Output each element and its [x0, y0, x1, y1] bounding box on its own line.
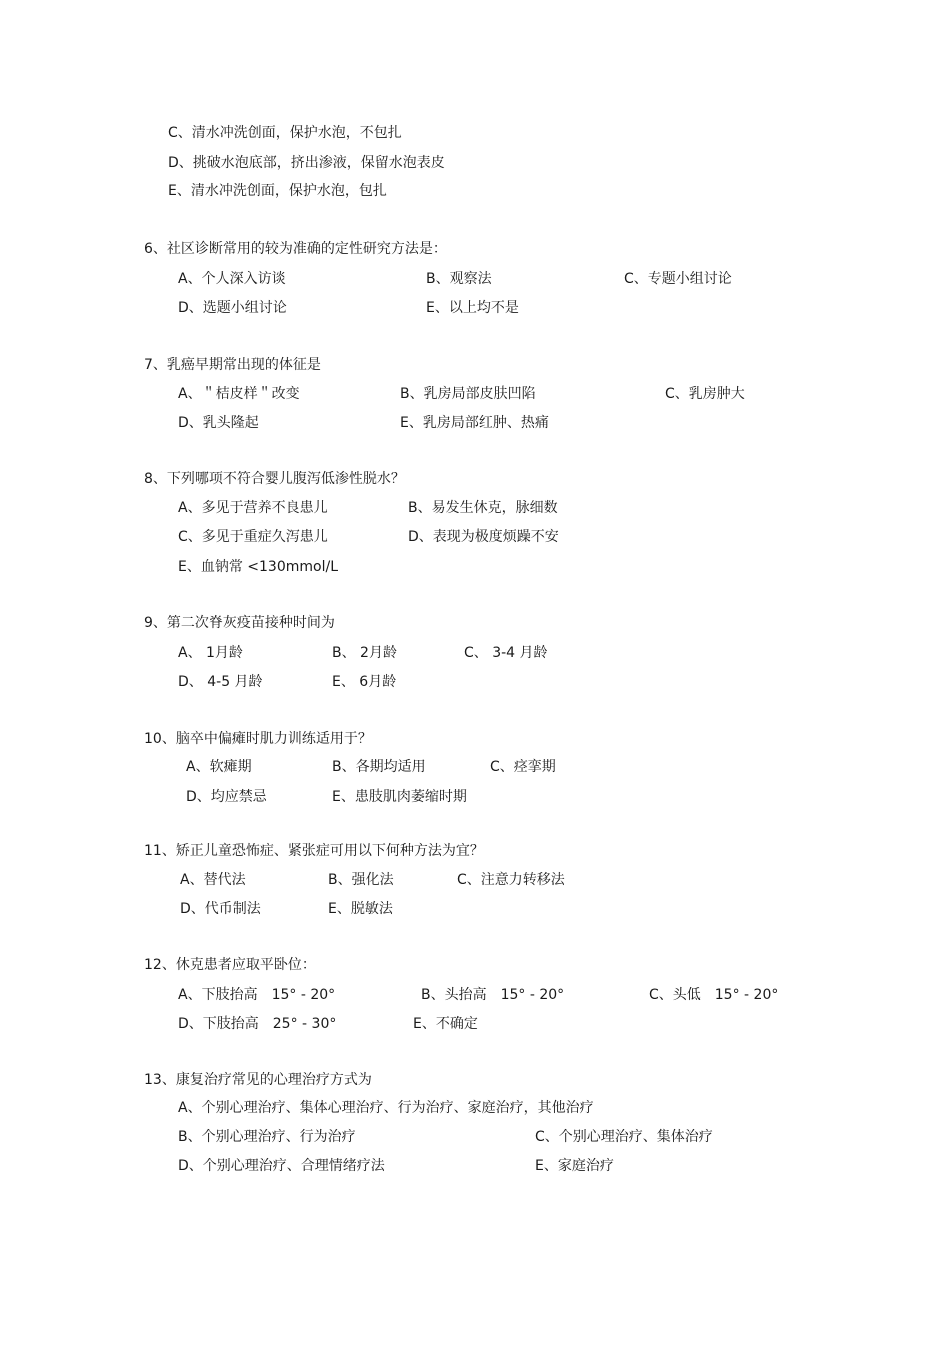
q7-question: 7、乳癌早期常出现的体征是: [144, 357, 321, 373]
q13-option-d: D、个别心理治疗、合理情绪疗法: [178, 1158, 385, 1174]
q8-question: 8、下列哪项不符合婴儿腹泻低渗性脱水？: [144, 471, 405, 487]
q12-option-e: E、不确定: [413, 1016, 478, 1032]
q11-option-c: C、注意力转移法: [457, 872, 565, 888]
q12-option-b: B、头抬高 15° - 20°: [421, 987, 565, 1003]
q11-option-b: B、强化法: [328, 872, 394, 888]
q9-option-d: D、 4-5 月龄: [178, 674, 263, 690]
q6-option-c: C、专题小组讨论: [624, 271, 732, 287]
q10-option-c: C、痉挛期: [490, 759, 556, 775]
q7-option-d: D、乳头隆起: [178, 415, 259, 431]
q7-option-b: B、乳房局部皮肤凹陷: [400, 386, 536, 402]
q8-option-e: E、血钠常 <130mmol/L: [178, 559, 338, 575]
q12-option-c: C、头低 15° - 20°: [649, 987, 779, 1003]
q10-option-e: E、患肢肌肉萎缩时期: [332, 789, 467, 805]
q13-option-b: B、个别心理治疗、行为治疗: [178, 1129, 356, 1145]
q13-question: 13、康复治疗常见的心理治疗方式为: [144, 1072, 372, 1088]
q6-option-b: B、观察法: [426, 271, 492, 287]
q5-option-d: D、挑破水泡底部，挤出渗液，保留水泡表皮: [168, 155, 445, 171]
q11-option-a: A、替代法: [180, 872, 246, 888]
q7-option-a: A、＂桔皮样＂改变: [178, 386, 300, 402]
q13-option-c: C、个别心理治疗、集体治疗: [535, 1129, 713, 1145]
q6-option-a: A、个人深入访谈: [178, 271, 286, 287]
q8-option-c: C、多见于重症久泻患儿: [178, 529, 328, 545]
q11-option-d: D、代币制法: [180, 901, 261, 917]
q12-question: 12、休克患者应取平卧位：: [144, 957, 316, 973]
q9-option-c: C、 3-4 月龄: [464, 645, 548, 661]
q13-option-a: A、个别心理治疗、集体心理治疗、行为治疗、家庭治疗，其他治疗: [178, 1100, 594, 1116]
q10-question: 10、脑卒中偏瘫时肌力训练适用于？: [144, 731, 372, 747]
q12-option-d: D、下肢抬高 25° - 30°: [178, 1016, 337, 1032]
q9-option-b: B、 2月龄: [332, 645, 397, 661]
q8-option-a: A、多见于营养不良患儿: [178, 500, 328, 516]
q6-question: 6、社区诊断常用的较为准确的定性研究方法是：: [144, 241, 447, 257]
q10-option-b: B、各期均适用: [332, 759, 426, 775]
q8-option-b: B、易发生休克，脉细数: [408, 500, 558, 516]
q5-option-c: C、清水冲洗创面，保护水泡，不包扎: [168, 125, 402, 141]
q10-option-d: D、均应禁忌: [186, 789, 267, 805]
q6-option-d: D、选题小组讨论: [178, 300, 287, 316]
q7-option-c: C、乳房肿大: [665, 386, 745, 402]
q11-option-e: E、脱敏法: [328, 901, 393, 917]
q5-option-e: E、清水冲洗创面，保护水泡，包扎: [168, 183, 387, 199]
q7-option-e: E、乳房局部红肿、热痛: [400, 415, 549, 431]
q9-question: 9、第二次脊灰疫苗接种时间为: [144, 615, 335, 631]
q11-question: 11、矫正儿童恐怖症、紧张症可用以下何种方法为宜？: [144, 843, 484, 859]
q10-option-a: A、软瘫期: [186, 759, 252, 775]
q13-option-e: E、家庭治疗: [535, 1158, 614, 1174]
q9-option-a: A、 1月龄: [178, 645, 243, 661]
q8-option-d: D、表现为极度烦躁不安: [408, 529, 559, 545]
q9-option-e: E、 6月龄: [332, 674, 397, 690]
q6-option-e: E、以上均不是: [426, 300, 519, 316]
q12-option-a: A、下肢抬高 15° - 20°: [178, 987, 336, 1003]
